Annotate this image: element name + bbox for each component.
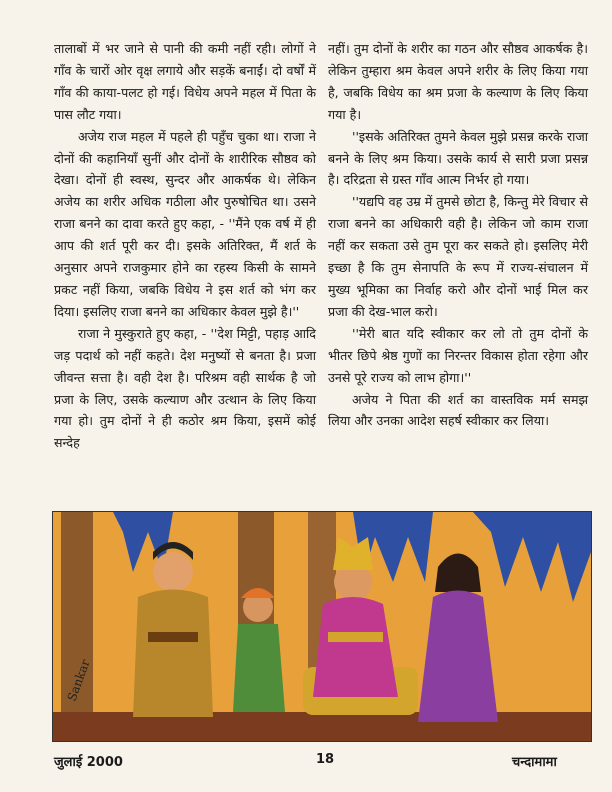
artist-signature: Sankar [64, 657, 93, 704]
pillar [61, 512, 93, 741]
story-illustration [52, 511, 592, 742]
paragraph: ''इसके अतिरिक्त तुमने केवल मुझे प्रसन्न करके राजा बनने के लिए श्रम किया। उसके कार्य से सारी प्रजा प्रसन्न है। दरिद्रता से ग्रस्त गाँव आत्म निर्भर हो गया। [328, 128, 588, 188]
right-column [328, 38, 588, 432]
paragraph: अजेय ने पिता की शर्त का वास्तविक मर्म समझ लिया और उनका आदेश सहर्ष स्वीकार कर लिया। [328, 391, 588, 429]
paragraph: राजा ने मुस्कुराते हुए कहा, - ''देश मिट्टी, पहाड़ आदि जड़ पदार्थ को नहीं कहते। देश मनुष्यों से बनता है। प्रजा जीवन्त सत्ता है। वही देश है। परिश्रम वही सार्थक है जो प्रजा के लिए, उसके कल्याण और उत्थान के लिए किया गया हो। तुम दोनों ने ही कठोर श्रम किया, इसमें कोई सन्देह [54, 325, 316, 451]
paragraph: ''मेरी बात यदि स्वीकार कर लो तो तुम दोनों के भीतर छिपे श्रेष्ठ गुणों का निरन्तर विकास होता रहेगा और उनसे पूरे राज्य को लाभ होगा।'' [328, 325, 588, 385]
page-number: 18 [316, 752, 335, 767]
paragraph: अजेय राज महल में पहले ही पहुँच चुका था। राजा ने दोनों की कहानियाँ सुनीं और दोनों के शारीरिक सौष्ठव को देखा। दोनों ही स्वस्थ, सुन्दर और आकर्षक थे। लेकिन अजेय का शरीर अधिक गठीला और पुरुषोचित था। उसने राजा बनने का दावा करते हुए कहा, - ''मैंने एक वर्ष में ही आप की शर्त पूरी कर दी। इसके अतिरिक्त, मैं शर्त के अनुसार अपने राजकुमार होने का रहस्य किसी के सामने प्रकट नहीं किया, जबकि विधेय ने इस शर्त को भंग कर दिया। इसलिए राजा बनने का अधिकार केवल मुझे है।'' [54, 128, 316, 319]
magazine-name: चन्दामामा [512, 755, 557, 770]
court-scene [53, 512, 591, 741]
issue-date: जुलाई 2000 [54, 755, 123, 770]
left-column [54, 38, 316, 454]
paragraph: नहीं। तुम दोनों के शरीर का गठन और सौष्ठव आकर्षक है। लेकिन तुम्हारा श्रम केवल अपने शरीर के लिए किया गया है, जबकि विधेय का श्रम प्रजा के कल्याण के लिए किया गया है। [328, 41, 588, 122]
paragraph: ''यद्यपि वह उम्र में तुमसे छोटा है, किन्तु मेरे विचार से राजा बनने का अधिकारी वही है। लेकिन जो काम राजा नहीं कर सकता उसे तुम पूरा कर सकते हो। इसलिए मेरी इच्छा है कि तुम सेनापति के रूप में राज्य-संचालन में मुख्य भूमिका का निर्वाह करो और दोनों भाई मिल कर प्रजा की देख-भाल करो। [328, 194, 588, 319]
paragraph: तालाबों में भर जाने से पानी की कमी नहीं रही। लोगों ने गाँव के चारों ओर वृक्ष लगाये और सड़कें बनाईं। दो वर्षों में गाँव की काया-पलट हो गई। विधेय अपने महल में पिता के पास लौट गया। [54, 41, 316, 122]
